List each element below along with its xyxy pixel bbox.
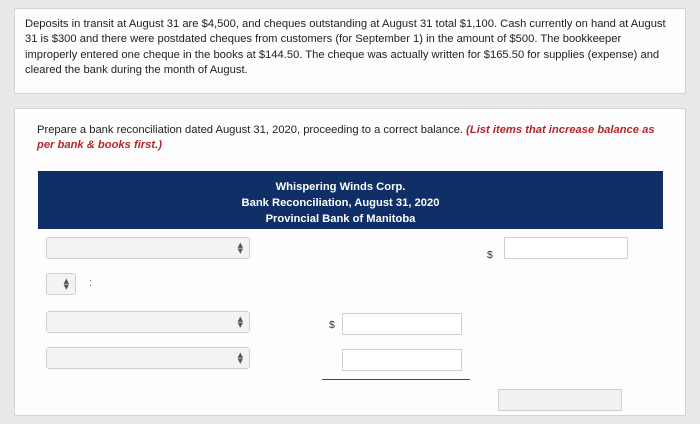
instruction-emphasis: (List items that increase balance as per bank & books first.) bbox=[37, 124, 655, 151]
row2-operator-select[interactable] bbox=[46, 273, 76, 295]
updown-arrows-icon: ▲ ▼ bbox=[237, 351, 243, 365]
statement-title: Bank Reconciliation, August 31, 2020 bbox=[241, 197, 440, 209]
row3-amount-input[interactable] bbox=[342, 313, 462, 335]
task-card bbox=[14, 108, 686, 416]
bank-name: Provincial Bank of Manitoba bbox=[265, 213, 416, 225]
row4-item-select[interactable] bbox=[46, 347, 250, 369]
row3-dollar-sign: $ bbox=[329, 319, 335, 331]
updown-arrows-icon: ▲ ▼ bbox=[237, 315, 243, 329]
instructions bbox=[37, 123, 667, 153]
instruction-text: Prepare a bank reconciliation dated August 31, 2020, proceeding to a correct balance. bbox=[37, 124, 464, 136]
updown-arrows-icon: ▲ ▼ bbox=[237, 241, 243, 255]
statement-header bbox=[38, 171, 663, 229]
updown-arrows-icon: ▲ ▼ bbox=[63, 277, 69, 291]
row2-colon: : bbox=[89, 277, 93, 289]
company-name: Whispering Winds Corp. bbox=[275, 181, 406, 193]
row1-dollar-sign: $ bbox=[487, 249, 493, 261]
problem-text: Deposits in transit at August 31 are $4,500, and cheques outstanding at August 31 total $1,100. Cash currently on hand at August 31 is $300 and there were postdated cheques from customers (for September 1) in the amount of $500. The bookkeeper improperly entered one cheque in the books at $144.50. The cheque was actually written for $165.50 for supplies (expense) and cleared the bank during the month of August. bbox=[25, 18, 666, 76]
subtotal-rule bbox=[322, 379, 470, 380]
row3-item-select[interactable] bbox=[46, 311, 250, 333]
row1-amount-input[interactable] bbox=[504, 237, 628, 259]
row4-amount-input[interactable] bbox=[342, 349, 462, 371]
row1-item-select[interactable] bbox=[46, 237, 250, 259]
total-amount-input[interactable] bbox=[498, 389, 622, 411]
problem-statement-card bbox=[14, 8, 686, 94]
